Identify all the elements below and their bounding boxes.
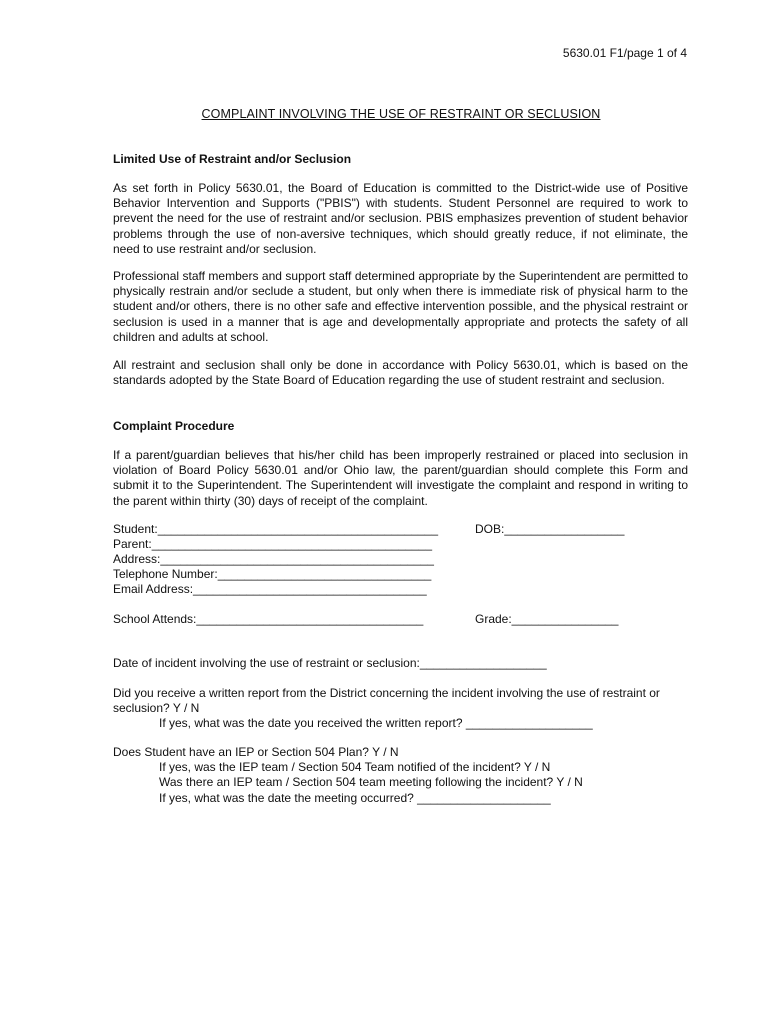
school-attends-field[interactable]: School Attends:__________________________________	[113, 612, 424, 626]
parent-field[interactable]: Parent:__________________________________________	[113, 537, 432, 551]
grade-field[interactable]: Grade:________________	[475, 612, 619, 626]
email-field[interactable]: Email Address:___________________________________	[113, 582, 427, 596]
paragraph-pbis: As set forth in Policy 5630.01, the Board of Education is committed to the District-wide use of Positive Behavior Intervention and Supports ("PBIS") with students. Student Personnel are required to work to prevent the need for the use of restraint and/or seclusion. PBIS emphasizes prevention of student behavior problems through the use of non-aversive techniques, which should greatly reduce, if not eliminate, the need to use restraint and/or seclusion.	[113, 181, 688, 256]
iep-meeting-date-field[interactable]: If yes, what was the date the meeting occurred? ____________________	[159, 790, 551, 805]
page-reference: 5630.01 F1/page 1 of 4	[562, 46, 687, 60]
incident-date-field[interactable]: Date of incident involving the use of restraint or seclusion:___________________	[113, 656, 547, 670]
dob-field[interactable]: DOB:__________________	[475, 522, 625, 536]
written-report-question-text[interactable]: Did you receive a written report from the District concerning the incident involving the use of restraint or seclusion? Y / N	[113, 686, 660, 716]
paragraph-complaint-instructions: If a parent/guardian believes that his/her child has been improperly restrained or placed into seclusion in violation of Board Policy 5630.01 and/or Ohio law, the parent/guardian should complete this Form and submit it to the Superintendent. The Superintendent will investigate the complaint and respond in writing to the parent within thirty (30) days of receipt of the complaint.	[113, 448, 688, 508]
student-field[interactable]: Student:__________________________________________	[113, 522, 439, 536]
iep-plan-question[interactable]: Does Student have an IEP or Section 504 Plan? Y / N	[113, 745, 399, 759]
address-field[interactable]: Address:_________________________________________	[113, 552, 434, 566]
iep-team-notified-question[interactable]: If yes, was the IEP team / Section 504 Team notified of the incident? Y / N	[159, 760, 551, 775]
written-report-question	[113, 686, 693, 732]
iep-meeting-question[interactable]: Was there an IEP team / Section 504 team meeting following the incident? Y / N	[159, 775, 583, 790]
paragraph-staff-permitted: Professional staff members and support staff determined appropriate by the Superintendent are permitted to physically restrain and/or seclude a student, but only when there is immediate risk of physical harm to the student and/or others, there is no other safe and effective intervention possible, and the physical restraint or seclusion is used in a manner that is age and developmentally appropriate and protects the safety of all children and adults at school.	[113, 269, 688, 344]
section-heading-limited-use: Limited Use of Restraint and/or Seclusion	[113, 152, 352, 166]
paragraph-policy-accordance: All restraint and seclusion shall only be done in accordance with Policy 5630.01, which is based on the standards adopted by the State Board of Education regarding the use of student restraint and seclusion.	[113, 358, 688, 388]
document-title: COMPLAINT INVOLVING THE USE OF RESTRAINT OR SECLUSION	[201, 107, 601, 121]
section-heading-complaint-procedure: Complaint Procedure	[113, 419, 235, 433]
written-report-date-field[interactable]: If yes, what was the date you received the written report? ___________________	[159, 716, 593, 731]
telephone-field[interactable]: Telephone Number:________________________________	[113, 567, 432, 581]
iep-question-group	[113, 745, 693, 806]
